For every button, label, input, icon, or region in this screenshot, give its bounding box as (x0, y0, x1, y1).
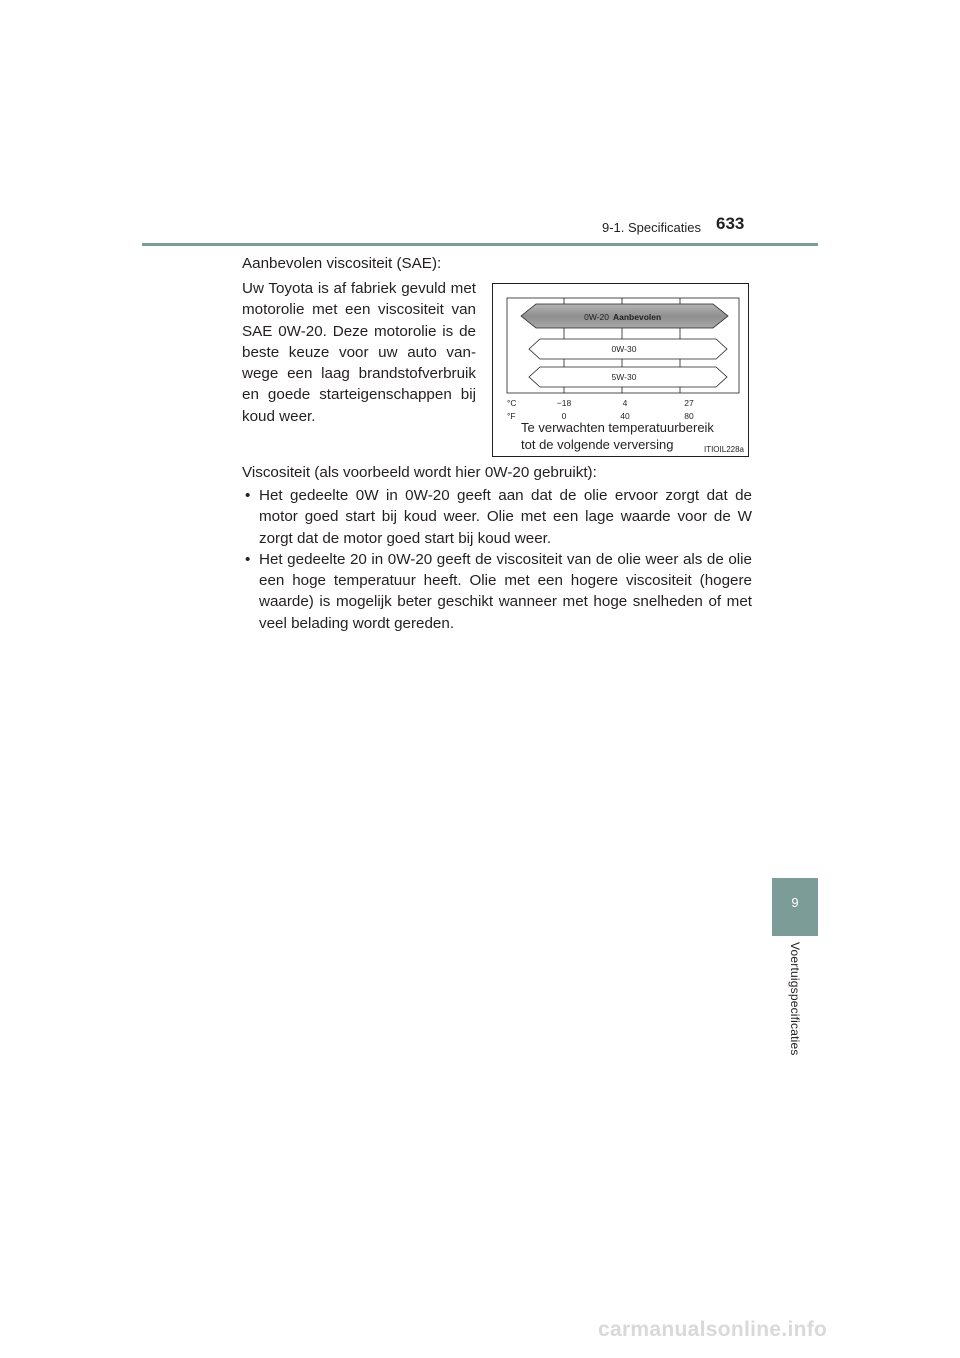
chapter-number: 9 (791, 895, 799, 910)
header-rule (142, 243, 818, 246)
bar-note-0w20: Aanbevolen (613, 312, 662, 322)
scale-c-tick: 27 (684, 398, 694, 408)
section-title: 9-1. Specificaties (602, 220, 701, 235)
viscosity-heading: Aanbevolen viscositeit (SAE): (242, 255, 442, 272)
bullet-list (242, 485, 752, 634)
scale-f-unit: °F (507, 411, 516, 421)
scale-c-tick: −18 (556, 398, 572, 408)
bar-label-0w30: 0W-30 (611, 344, 637, 354)
list-item-text: Het gedeelte 20 in 0W-20 geeft de viscositeit van de olie weer als de olie een hoge temperatuur heeft. Olie met een hogere viscositeit (hogere waarde) is mogelijk beter geschikt wanneer met hoge snelheden of met veel belading wordt gereden. (259, 550, 752, 632)
intro-paragraph: Uw Toyota is af fabriek gevuld met motorolie met een viscositeit van SAE 0W-20. Deze motorolie is de beste keuze voor uw auto vanwege een laag brandstofverbruik en goede starteigenschappen bij koud weer. (242, 280, 476, 425)
list-item (242, 485, 752, 549)
bar-label-0w20: 0W-20 (584, 312, 609, 322)
scale-f-tick: 0 (561, 411, 567, 421)
page-number: 633 (716, 214, 745, 233)
bullet-symbol: • (245, 550, 251, 568)
scale-c-unit: °C (507, 398, 517, 408)
watermark: carmanualsonline.info (598, 1318, 828, 1341)
figure-code: ITIOIL228a (703, 445, 744, 454)
scale-c-tick: 4 (622, 398, 628, 408)
scale-f-tick: 80 (684, 411, 694, 421)
viscosity-intro: Viscositeit (als voorbeeld wordt hier 0W-20 gebruikt): (242, 464, 597, 481)
figure-caption-line2: tot de volgende verversing (521, 437, 674, 452)
chapter-label: Voertuigspecificaties (788, 942, 802, 1056)
list-item (242, 549, 752, 634)
figure-caption-line1: Te verwachten temperatuurbereik (521, 420, 714, 435)
scale-f-tick: 40 (620, 411, 630, 421)
list-item-text: Het gedeelte 0W in 0W-20 geeft aan dat de olie ervoor zorgt dat de motor goed start bij koud weer. Olie met een lage waarde voor de W zorgt dat de motor goed start bij koud weer. (259, 487, 752, 547)
bullet-symbol: • (245, 487, 251, 504)
viscosity-figure (492, 283, 749, 457)
figure-caption (521, 419, 714, 453)
bar-label-5w30: 5W-30 (611, 372, 637, 382)
